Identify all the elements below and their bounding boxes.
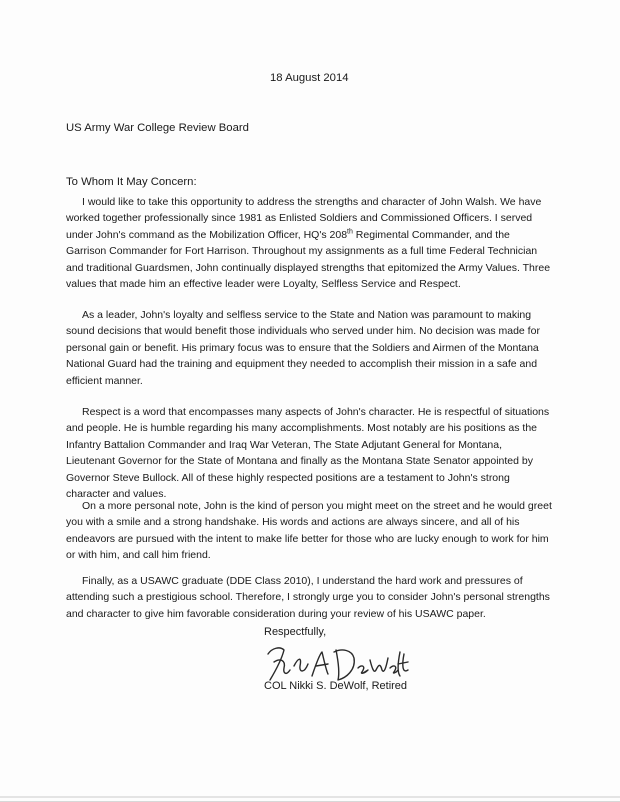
paragraph-respect [66,404,552,502]
letter-date: 18 August 2014 [270,72,349,84]
ordinal-suffix: th [347,228,353,236]
paragraph-respect-text: Respect is a word that encompasses many aspects of John's character. He is respectful of situations and people. He is humble regarding his many accomplishments. Most notably are his positions as the Infantry Battalion Commander and Iraq War Veteran, The State Adjutant General for Montana, Lieutenant Governor for the State of Montana and finally as the Montana State Senator appointed by Governor Steve Bullock. All of these highly respected positions are a testament to John's strong character and values. [66,406,550,501]
paragraph-personal-text: On a more personal note, John is the kind of person you might meet on the street and he would greet you with a smile and a strong handshake. His words and actions are always sincere, and all of his endeavors are pursued with the intent to make life better for those who are lucky enough to work for him or with him, and call him friend. [66,500,552,562]
paragraph-leadership-text: As a leader, John's loyalty and selfless service to the State and Nation was paramount to making sound decisions that would benefit those individuals who served under him. No decision was made for personal gain or benefit. His primary focus was to ensure that the Soldiers and Airmen of the Montana National Guard had the training and equipment they needed to accomplish their mission in a safe and efficient manner. [66,309,540,387]
paragraph-conclusion [66,573,552,622]
letter-salutation: To Whom It May Concern: [66,176,197,188]
paragraph-introduction-text-b: Regimental Commander, and the Garrison Commander for Fort Harrison. Throughout my assignments as a full time Federal Technician and traditional Guardsmen, John continually displayed strengths that epitomized the Army Values. Three values that made him an effective leader were Loyalty, Selfless Service and Respect. [66,228,551,291]
signer-name: COL Nikki S. DeWolf, Retired [264,680,408,692]
page-bottom-edge [0,796,620,798]
paragraph-leadership [66,307,552,389]
letter-addressee: US Army War College Review Board [66,122,249,134]
paragraph-conclusion-text: Finally, as a USAWC graduate (DDE Class 2010), I understand the hard work and pressures of attending such a prestigious school. Therefore, I strongly urge you to consider John's personal strengths and character to give him favorable consideration during your review of his USAWC paper. [66,575,550,620]
paragraph-personal [66,498,552,564]
letter-closing: Respectfully, [264,626,327,638]
paragraph-introduction-text-a: I would like to take this opportunity to address the strengths and character of John Walsh. We have worked together professionally since 1981 as Enlisted Soldiers and Commissioned Officers. I served under John's command as the Mobilization Officer, HQ's 208 [66,196,542,241]
paragraph-introduction [66,194,552,292]
